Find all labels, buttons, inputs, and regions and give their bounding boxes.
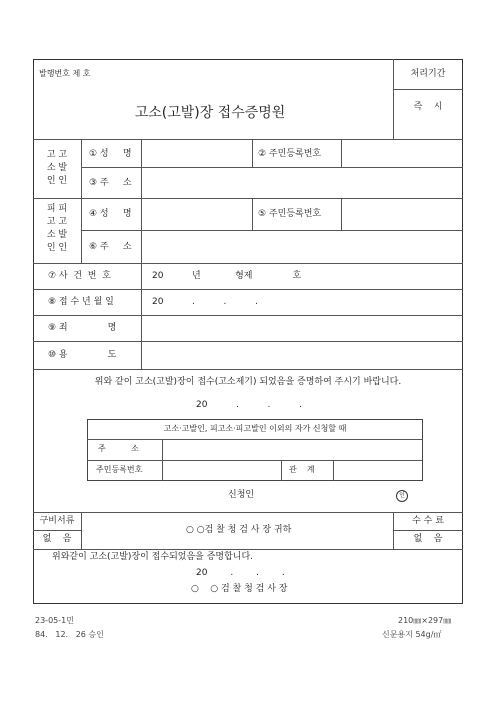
case-row-line-4 [33, 369, 463, 370]
processing-period-value: 즉 시 [413, 102, 443, 112]
docs-divider [81, 512, 82, 549]
section-label-divider [81, 139, 82, 263]
issue-number: 발행번호 제 호 [39, 69, 91, 78]
purpose-label: ⑩ 용 도 [48, 350, 117, 360]
accused-address-label: ⑥ 주 소 [89, 242, 132, 252]
complainant-rrn-label: ② 주민등록번호 [258, 149, 322, 159]
receipt-date-value[interactable]: 20 . . . [152, 297, 258, 307]
accused-rrn-label: ⑤ 주민등록번호 [258, 209, 322, 219]
charge-label: ⑨ 죄 명 [48, 323, 117, 333]
complainant-name-field[interactable] [142, 140, 251, 166]
certify-date[interactable]: 20 . . . [196, 568, 285, 578]
case-number-value[interactable]: 20 년 형제 호 [152, 271, 302, 281]
relation-field[interactable] [334, 461, 422, 480]
addressee: ○ ○검 찰 청 검 사 장 귀하 [186, 525, 292, 535]
relation-label: 관 계 [289, 465, 315, 474]
fee-inner-line [393, 530, 463, 531]
rrn-divider-1a [252, 139, 253, 167]
applicant-label: 신청인 [228, 490, 255, 500]
relation-divider-a [281, 460, 282, 481]
header-divider [393, 59, 394, 139]
accused-address-field[interactable] [142, 231, 462, 262]
third-party-rrn-field[interactable] [163, 461, 280, 480]
fee-value: 없 음 [413, 534, 443, 544]
accused-bottom-line [33, 263, 463, 264]
accused-name-field[interactable] [142, 199, 251, 229]
certify-statement: 위와같이 고소(고발)장이 접수되었음을 증명합니다. [52, 552, 254, 562]
rrn-divider-2a [252, 198, 253, 230]
complainant-rrn-field[interactable] [342, 140, 462, 166]
fee-label: 수 수 료 [412, 516, 444, 526]
bottom-section-line [33, 512, 463, 513]
request-date[interactable]: 20 . . . [196, 400, 302, 410]
paper-type: 신문용지 54g/㎡ [382, 630, 442, 639]
required-docs-label: 구비서류 [39, 516, 75, 526]
accused-section-label: 피 피 고 고 소 발 인 인 [46, 204, 68, 253]
third-party-address-field[interactable] [163, 440, 422, 459]
complainant-address-field[interactable] [142, 168, 462, 197]
paper-size: 210㎜×297㎜ [398, 616, 452, 625]
accused-rrn-field[interactable] [342, 199, 462, 229]
receipt-date-label: ⑧ 접 수 년 월 일 [48, 297, 114, 307]
form-number: 23-05-1민 [35, 616, 74, 625]
period-divider [393, 89, 463, 90]
case-number-label: ⑦ 사 건 번 호 [48, 271, 111, 281]
required-docs-value: 없 음 [42, 534, 72, 544]
purpose-field[interactable] [142, 342, 462, 368]
case-row-line-1 [33, 289, 463, 290]
third-party-address-label: 주 소 [98, 444, 139, 453]
docs-inner-line [33, 530, 81, 531]
charge-field[interactable] [142, 316, 462, 340]
complainant-name-label: ① 성 명 [89, 149, 132, 159]
processing-period-label: 처리기간 [410, 69, 446, 79]
document-title: 고소(고발)장 접수증명원 [134, 105, 286, 121]
third-party-title: 고소·고발인, 피고소·피고발인 이외의 자가 신청할 때 [163, 424, 347, 433]
accused-name-label: ④ 성 명 [89, 209, 132, 219]
complainant-section-label: 고 고 소 발 인 인 [46, 150, 68, 186]
complainant-address-label: ③ 주 소 [89, 178, 132, 188]
approval-date: 84. 12. 26 승인 [35, 630, 104, 639]
request-statement: 위와 같이 고소(고발)장이 접수(고소제기) 되었음을 증명하여 주시기 바랍니다. [94, 377, 402, 387]
certify-top-line [33, 549, 463, 550]
seal-mark-icon: 인 [396, 490, 408, 502]
third-party-rrn-label: 주민등록번호 [96, 465, 143, 474]
issuer: ○ ○ 검 찰 청 검 사 장 [191, 584, 288, 594]
